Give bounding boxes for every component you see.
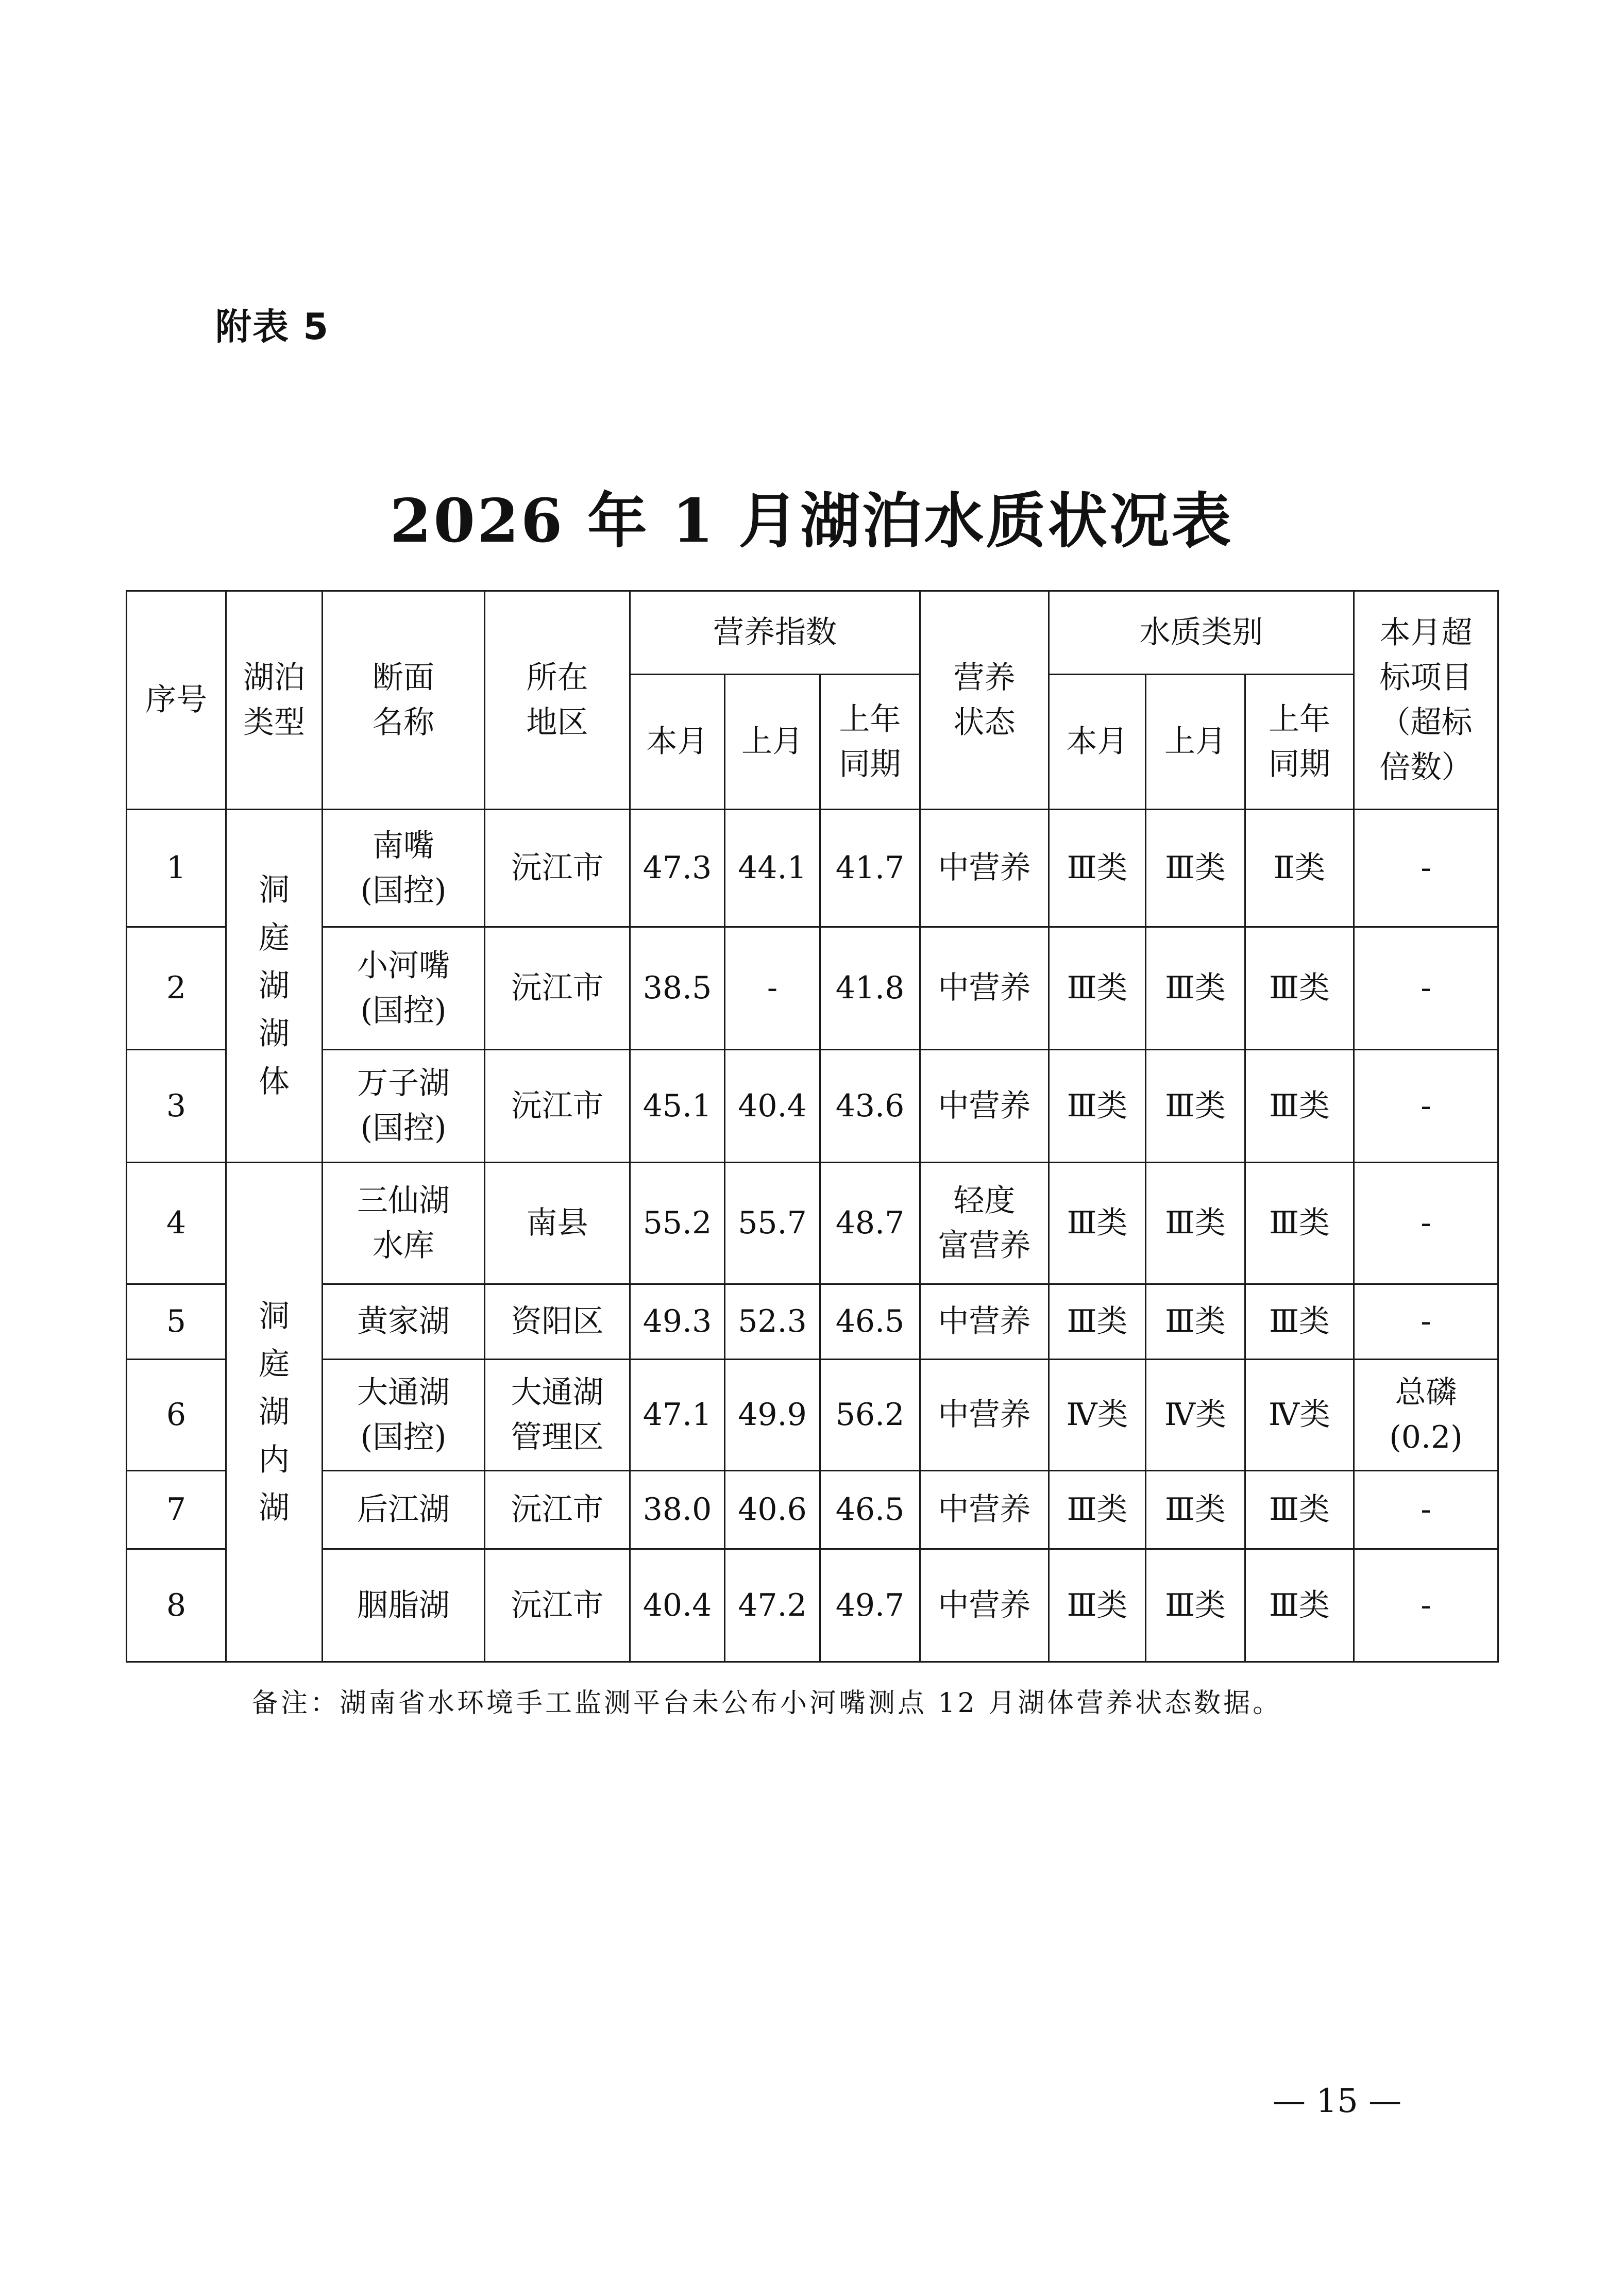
cell-wq-this-month: Ⅳ类 xyxy=(1049,1360,1146,1471)
lake-type-cell: 洞 庭 湖 湖 体 xyxy=(226,810,323,1163)
cell-ti-last-month: 44.1 xyxy=(725,810,820,927)
cell-ti-last-month: 52.3 xyxy=(725,1284,820,1360)
header-exceed: 本月超 标项目 （超标 倍数） xyxy=(1354,591,1498,810)
header-wq-last-year: 上年 同期 xyxy=(1245,675,1354,810)
header-trophic-state: 营养 状态 xyxy=(920,591,1049,810)
table-row xyxy=(127,1471,1498,1549)
cell-wq-last-month: Ⅲ类 xyxy=(1146,1050,1245,1163)
footnote: 备注：湖南省水环境手工监测平台未公布小河嘴测点 12 月湖体营养状态数据。 xyxy=(251,1688,1282,1719)
cell-wq-last-month: Ⅲ类 xyxy=(1146,810,1245,927)
cell-wq-last-month: Ⅲ类 xyxy=(1146,1549,1245,1662)
cell-seq: 5 xyxy=(127,1284,226,1360)
cell-ti-last-month: - xyxy=(725,927,820,1050)
header-lake-type: 湖泊 类型 xyxy=(226,591,323,810)
cell-ti-this-month: 47.3 xyxy=(630,810,725,927)
header-wq-last-month: 上月 xyxy=(1146,675,1245,810)
cell-trophic-state: 中营养 xyxy=(920,810,1049,927)
attachment-label: 附表 5 xyxy=(215,306,330,348)
cell-trophic-state: 中营养 xyxy=(920,1360,1049,1471)
header-section-name: 断面 名称 xyxy=(323,591,485,810)
cell-ti-last-month: 49.9 xyxy=(725,1360,820,1471)
header-seq: 序号 xyxy=(127,591,226,810)
cell-ti-last-year: 46.5 xyxy=(820,1284,920,1360)
cell-section-name: 万子湖 (国控) xyxy=(323,1050,485,1163)
table-row xyxy=(127,1163,1498,1284)
cell-wq-this-month: Ⅲ类 xyxy=(1049,810,1146,927)
cell-region: 资阳区 xyxy=(485,1284,630,1360)
cell-wq-this-month: Ⅲ类 xyxy=(1049,1050,1146,1163)
cell-ti-this-month: 38.5 xyxy=(630,927,725,1050)
table-row xyxy=(127,1549,1498,1662)
cell-trophic-state: 中营养 xyxy=(920,1471,1049,1549)
header-water-class: 水质类别 xyxy=(1049,591,1354,675)
cell-ti-last-year: 56.2 xyxy=(820,1360,920,1471)
table-row xyxy=(127,1284,1498,1360)
cell-wq-this-month: Ⅲ类 xyxy=(1049,1163,1146,1284)
cell-ti-last-year: 41.8 xyxy=(820,927,920,1050)
cell-wq-last-year: Ⅳ类 xyxy=(1245,1360,1354,1471)
cell-seq: 2 xyxy=(127,927,226,1050)
cell-trophic-state: 中营养 xyxy=(920,1549,1049,1662)
cell-exceed: - xyxy=(1354,1284,1498,1360)
cell-exceed: - xyxy=(1354,1549,1498,1662)
header-trophic-index: 营养指数 xyxy=(630,591,920,675)
header-ti-last-year: 上年 同期 xyxy=(820,675,920,810)
table-body xyxy=(127,810,1498,1662)
cell-section-name: 南嘴 (国控) xyxy=(323,810,485,927)
lake-water-quality-table xyxy=(126,590,1499,1663)
table-row xyxy=(127,1050,1498,1163)
table-row xyxy=(127,927,1498,1050)
cell-wq-last-year: Ⅲ类 xyxy=(1245,1050,1354,1163)
cell-seq: 1 xyxy=(127,810,226,927)
cell-ti-last-year: 46.5 xyxy=(820,1471,920,1549)
page-number: — 15 — xyxy=(1273,2082,1402,2120)
cell-ti-this-month: 45.1 xyxy=(630,1050,725,1163)
cell-exceed: - xyxy=(1354,1471,1498,1549)
cell-section-name: 大通湖 (国控) xyxy=(323,1360,485,1471)
cell-region: 大通湖 管理区 xyxy=(485,1360,630,1471)
cell-wq-last-year: Ⅲ类 xyxy=(1245,1163,1354,1284)
lake-type-cell: 洞 庭 湖 内 湖 xyxy=(226,1163,323,1662)
table-row xyxy=(127,1360,1498,1471)
cell-wq-last-year: Ⅲ类 xyxy=(1245,1549,1354,1662)
cell-seq: 4 xyxy=(127,1163,226,1284)
cell-exceed: 总磷 (0.2) xyxy=(1354,1360,1498,1471)
header-region: 所在 地区 xyxy=(485,591,630,810)
cell-exceed: - xyxy=(1354,1163,1498,1284)
cell-section-name: 后江湖 xyxy=(323,1471,485,1549)
cell-wq-last-year: Ⅲ类 xyxy=(1245,927,1354,1050)
cell-seq: 8 xyxy=(127,1549,226,1662)
cell-wq-last-month: Ⅲ类 xyxy=(1146,1163,1245,1284)
cell-wq-this-month: Ⅲ类 xyxy=(1049,1471,1146,1549)
cell-trophic-state: 中营养 xyxy=(920,1284,1049,1360)
cell-region: 沅江市 xyxy=(485,1549,630,1662)
cell-section-name: 黄家湖 xyxy=(323,1284,485,1360)
cell-ti-this-month: 38.0 xyxy=(630,1471,725,1549)
cell-section-name: 小河嘴 (国控) xyxy=(323,927,485,1050)
cell-seq: 7 xyxy=(127,1471,226,1549)
cell-wq-this-month: Ⅲ类 xyxy=(1049,927,1146,1050)
cell-wq-last-month: Ⅲ类 xyxy=(1146,927,1245,1050)
cell-wq-last-year: Ⅱ类 xyxy=(1245,810,1354,927)
cell-ti-this-month: 49.3 xyxy=(630,1284,725,1360)
cell-wq-last-month: Ⅲ类 xyxy=(1146,1471,1245,1549)
cell-ti-last-month: 40.6 xyxy=(725,1471,820,1549)
cell-seq: 3 xyxy=(127,1050,226,1163)
cell-exceed: - xyxy=(1354,810,1498,927)
cell-trophic-state: 中营养 xyxy=(920,927,1049,1050)
cell-seq: 6 xyxy=(127,1360,226,1471)
cell-region: 沅江市 xyxy=(485,927,630,1050)
cell-wq-this-month: Ⅲ类 xyxy=(1049,1549,1146,1662)
cell-section-name: 胭脂湖 xyxy=(323,1549,485,1662)
cell-wq-last-year: Ⅲ类 xyxy=(1245,1284,1354,1360)
cell-ti-last-year: 49.7 xyxy=(820,1549,920,1662)
cell-trophic-state: 轻度 富营养 xyxy=(920,1163,1049,1284)
cell-wq-last-month: Ⅳ类 xyxy=(1146,1360,1245,1471)
cell-ti-this-month: 55.2 xyxy=(630,1163,725,1284)
cell-exceed: - xyxy=(1354,1050,1498,1163)
cell-wq-last-year: Ⅲ类 xyxy=(1245,1471,1354,1549)
cell-ti-this-month: 40.4 xyxy=(630,1549,725,1662)
table-row xyxy=(127,810,1498,927)
cell-wq-this-month: Ⅲ类 xyxy=(1049,1284,1146,1360)
cell-exceed: - xyxy=(1354,927,1498,1050)
cell-ti-last-year: 43.6 xyxy=(820,1050,920,1163)
header-ti-last-month: 上月 xyxy=(725,675,820,810)
cell-region: 沅江市 xyxy=(485,1471,630,1549)
cell-region: 沅江市 xyxy=(485,1050,630,1163)
table-title: 2026 年 1 月湖泊水质状况表 xyxy=(390,486,1233,556)
cell-region: 南县 xyxy=(485,1163,630,1284)
cell-ti-last-year: 41.7 xyxy=(820,810,920,927)
cell-ti-last-month: 40.4 xyxy=(725,1050,820,1163)
cell-ti-last-month: 55.7 xyxy=(725,1163,820,1284)
cell-ti-last-month: 47.2 xyxy=(725,1549,820,1662)
header-wq-this-month: 本月 xyxy=(1049,675,1146,810)
cell-trophic-state: 中营养 xyxy=(920,1050,1049,1163)
cell-section-name: 三仙湖 水库 xyxy=(323,1163,485,1284)
cell-region: 沅江市 xyxy=(485,810,630,927)
cell-ti-last-year: 48.7 xyxy=(820,1163,920,1284)
header-ti-this-month: 本月 xyxy=(630,675,725,810)
cell-wq-last-month: Ⅲ类 xyxy=(1146,1284,1245,1360)
cell-ti-this-month: 47.1 xyxy=(630,1360,725,1471)
